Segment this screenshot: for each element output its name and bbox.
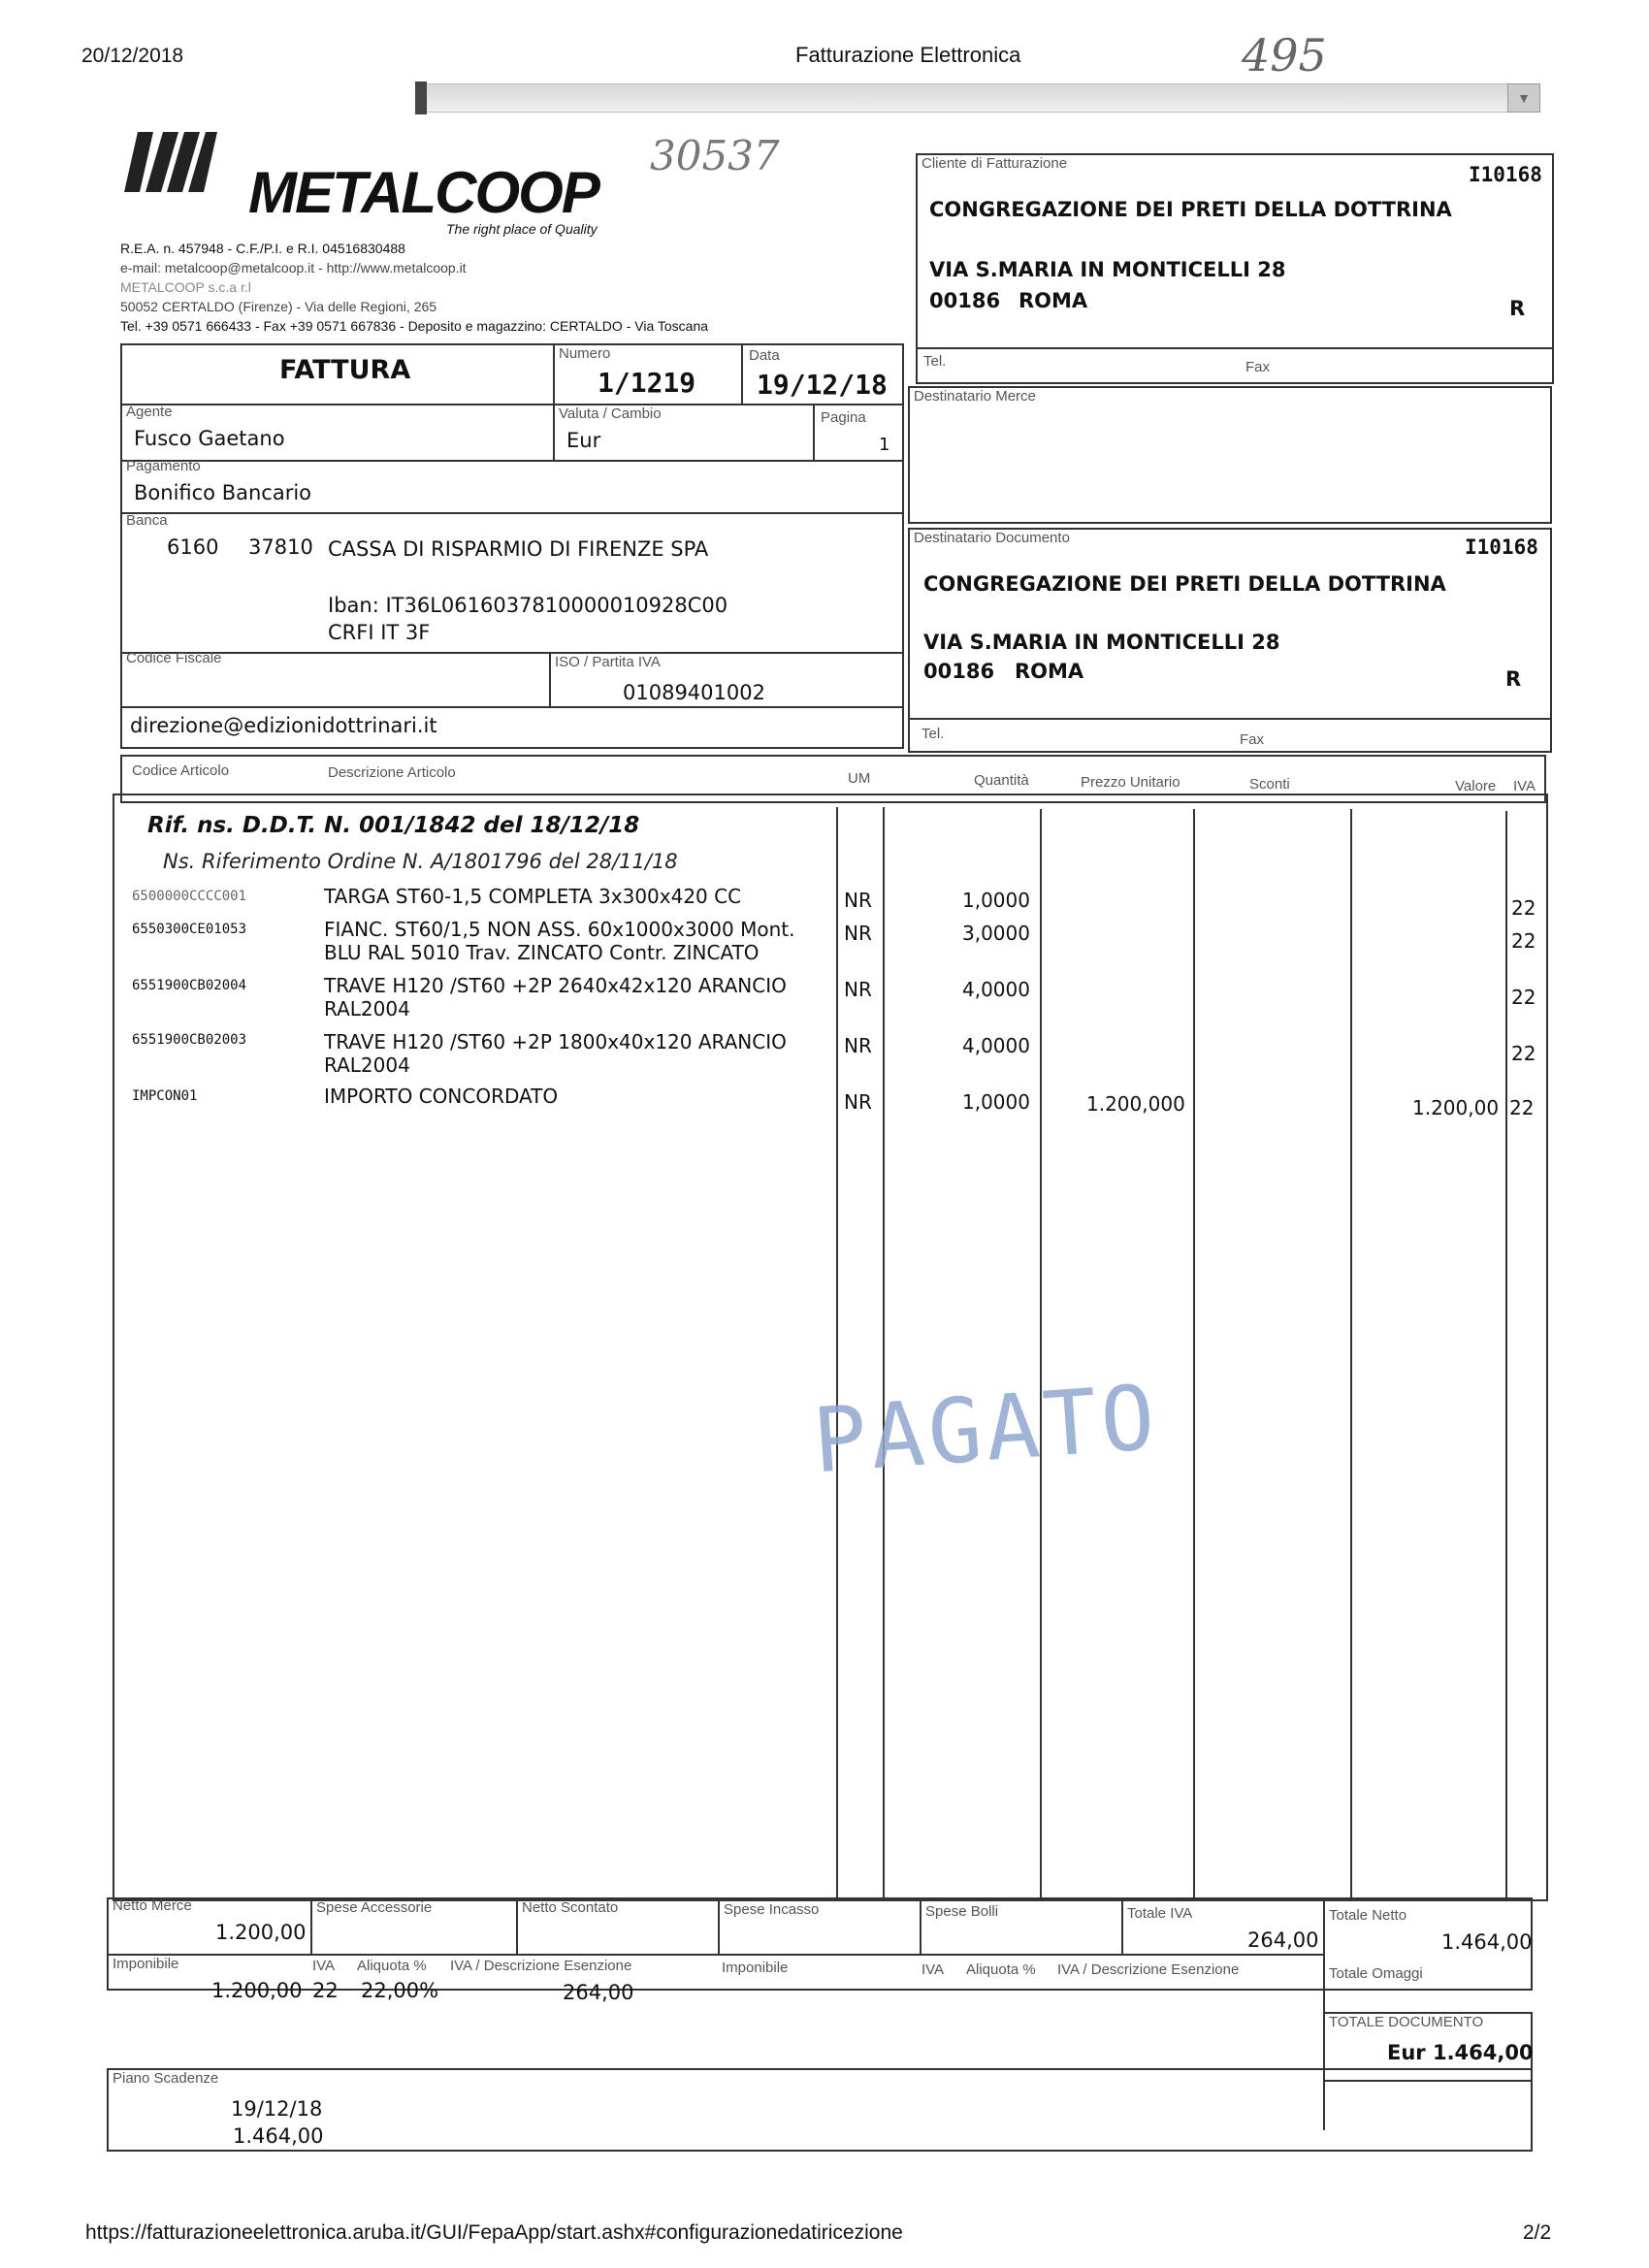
col-divider-5: [1350, 809, 1352, 1901]
pagina-value: 1: [879, 435, 890, 455]
col-divider-1: [836, 807, 838, 1901]
agente-divider-2: [813, 405, 815, 462]
tot-div-1: [310, 1897, 312, 1956]
netto-merce-label: Netto Merce: [113, 1897, 192, 1914]
footer-page: 2/2: [1523, 2221, 1552, 2244]
col-divider-6: [1505, 811, 1507, 1901]
piva-label: ISO / Partita IVA: [555, 654, 661, 670]
item-iva: 22: [1511, 896, 1536, 920]
dest-doc-tel-label: Tel.: [922, 726, 945, 742]
email-value: direzione@edizionidottrinari.it: [130, 714, 437, 737]
item-code: 6500000CCCC001: [132, 889, 247, 904]
cliente-cap: 00186: [929, 289, 1001, 312]
dest-doc-name: CONGREGAZIONE DEI PRETI DELLA DOTTRINA: [923, 572, 1446, 596]
item-qty: 1,0000: [962, 889, 1030, 912]
cliente-fax-label: Fax: [1245, 359, 1271, 375]
metalcoop-logo-mark: [124, 132, 217, 192]
col-divider-4: [1193, 809, 1195, 1901]
item-iva: 22: [1511, 1042, 1536, 1065]
iva2-label: IVA: [922, 1961, 945, 1978]
agente-divider-1: [553, 404, 555, 462]
agente-value: Fusco Gaetano: [134, 427, 285, 450]
numero-value: 1/1219: [598, 367, 696, 399]
dest-doc-address: VIA S.MARIA IN MONTICELLI 28: [923, 631, 1280, 654]
pagato-stamp: PAGATO: [809, 1365, 1162, 1494]
item-iva: 22: [1509, 1096, 1535, 1119]
item-qty: 3,0000: [962, 922, 1030, 945]
fattura-divider-1: [553, 343, 555, 405]
tot-div-5: [1121, 1897, 1123, 1956]
pagamento-value: Bonifico Bancario: [134, 481, 312, 504]
cliente-tel-label: Tel.: [923, 353, 947, 370]
iva-desc2-label: IVA / Descrizione Esenzione: [1057, 1961, 1240, 1978]
company-line-1: R.E.A. n. 457948 - C.F./P.I. e R.I. 04516830488: [120, 241, 405, 256]
metalcoop-logo-text: METALCOOP: [248, 160, 598, 225]
data-label: Data: [749, 347, 780, 364]
col-divider-3: [1040, 809, 1042, 1901]
imponibile2-label: Imponibile: [722, 1960, 789, 1976]
company-line-3: METALCOOP s.c.a r.l: [120, 279, 251, 295]
item-desc-2: BLU RAL 5010 Trav. ZINCATO Contr. ZINCATO: [324, 941, 760, 964]
company-line-4: 50052 CERTALDO (Firenze) - Via delle Regioni, 265: [120, 299, 437, 314]
dest-doc-prov: R: [1505, 667, 1522, 691]
data-value: 19/12/18: [757, 369, 888, 401]
th-descrizione: Descrizione Articolo: [328, 764, 456, 781]
banca-nome: CASSA DI RISPARMIO DI FIRENZE SPA: [328, 537, 709, 561]
item-um: NR: [844, 889, 872, 912]
totale-documento-value: Eur 1.464,00: [1387, 2041, 1534, 2064]
pagina-label: Pagina: [821, 409, 866, 426]
banca-bic: CRFI IT 3F: [328, 621, 431, 644]
item-um: NR: [844, 1034, 872, 1057]
iva-desc-label: IVA / Descrizione Esenzione: [450, 1958, 632, 1974]
print-date: 20/12/2018: [81, 45, 184, 67]
banca-iban: Iban: IT36L0616037810000010928C00: [328, 594, 728, 617]
th-iva: IVA: [1513, 778, 1536, 794]
handwritten-number: 30537: [650, 132, 780, 179]
agente-label: Agente: [126, 404, 173, 420]
th-quantita: Quantità: [974, 772, 1029, 789]
item-iva: 22: [1511, 986, 1536, 1009]
ordine-reference: Ns. Riferimento Ordine N. A/1801796 del 28/11/18: [163, 850, 678, 873]
banca-abi: 6160: [167, 535, 219, 559]
item-um: NR: [844, 922, 872, 945]
handwritten-top-number: 495: [1242, 29, 1327, 81]
totale-documento-label: TOTALE DOCUMENTO: [1329, 2014, 1484, 2030]
tot-div-3: [718, 1897, 720, 1956]
cliente-label: Cliente di Fatturazione: [922, 155, 1068, 172]
pagamento-label: Pagamento: [126, 458, 201, 474]
numero-label: Numero: [559, 345, 611, 362]
footer-url[interactable]: https://fatturazioneelettronica.aruba.it/GUI/FepaApp/start.ashx#configurazionedatiricezione: [85, 2221, 903, 2244]
dest-doc-cap: 00186: [923, 660, 995, 683]
item-desc: FIANC. ST60/1,5 NON ASS. 60x1000x3000 Mont.: [324, 918, 795, 941]
print-title: Fatturazione Elettronica: [795, 43, 1021, 67]
totale-iva-value: 264,00: [1247, 1928, 1319, 1952]
cliente-city: ROMA: [1018, 289, 1088, 312]
th-sconti: Sconti: [1249, 776, 1290, 793]
th-prezzo: Prezzo Unitario: [1081, 774, 1180, 791]
totale-iva-label: Totale IVA: [1127, 1905, 1193, 1922]
tot-div-4: [920, 1897, 922, 1956]
cliente-divider: [916, 347, 1554, 349]
item-price: 1.200,000: [1086, 1092, 1185, 1116]
dest-merce-box: [908, 386, 1552, 524]
scroll-bar: [415, 83, 1540, 113]
valuta-value: Eur: [566, 429, 601, 452]
item-desc: IMPORTO CONCORDATO: [324, 1085, 559, 1108]
spese-bolli-label: Spese Bolli: [925, 1903, 999, 1920]
item-qty: 4,0000: [962, 978, 1030, 1001]
iva-label: IVA: [312, 1958, 336, 1974]
cliente-address: VIA S.MARIA IN MONTICELLI 28: [929, 258, 1286, 281]
item-code: IMPCON01: [132, 1088, 198, 1104]
item-desc: TRAVE H120 /ST60 +2P 2640x42x120 ARANCIO: [324, 974, 787, 997]
item-code: 6550300CE01053: [132, 922, 247, 937]
item-desc: TARGA ST60-1,5 COMPLETA 3x300x420 CC: [324, 885, 742, 908]
item-qty: 1,0000: [962, 1090, 1030, 1114]
item-value: 1.200,00: [1412, 1096, 1500, 1119]
scadenze-label: Piano Scadenze: [113, 2070, 219, 2087]
dest-doc-code: I10168: [1465, 535, 1538, 559]
scadenze-date: 19/12/18: [231, 2097, 323, 2121]
th-codice: Codice Articolo: [132, 762, 230, 779]
item-desc: TRAVE H120 /ST60 +2P 1800x40x120 ARANCIO: [324, 1030, 787, 1053]
spese-incasso-label: Spese Incasso: [724, 1901, 820, 1918]
item-iva: 22: [1511, 929, 1536, 953]
netto-merce-value: 1.200,00: [215, 1921, 307, 1944]
company-line-2: e-mail: metalcoop@metalcoop.it - http://www.metalcoop.it: [120, 260, 467, 275]
aliquota2-label: Aliquota %: [966, 1961, 1036, 1978]
totale-netto-value: 1.464,00: [1441, 1930, 1533, 1954]
chevron-down-icon: ▼: [1517, 90, 1531, 106]
banca-label: Banca: [126, 512, 168, 529]
ddt-reference: Rif. ns. D.D.T. N. 001/1842 del 18/12/18: [147, 813, 640, 838]
netto-scontato-label: Netto Scontato: [522, 1899, 619, 1916]
cf-box: [120, 652, 904, 708]
banca-cab: 37810: [248, 535, 313, 559]
item-code: 6551900CB02003: [132, 1032, 247, 1048]
scroll-thumb: [415, 81, 427, 114]
th-valore: Valore: [1455, 778, 1497, 794]
iva-amount-value: 264,00: [563, 1981, 634, 2004]
dest-doc-fax-label: Fax: [1240, 731, 1265, 748]
spese-accessorie-label: Spese Accessorie: [316, 1899, 433, 1916]
dest-merce-label: Destinatario Merce: [914, 388, 1036, 405]
dest-doc-divider: [908, 718, 1552, 720]
scroll-down-button[interactable]: [1507, 83, 1540, 113]
cf-label: Codice Fiscale: [126, 650, 222, 666]
aliquota-label: Aliquota %: [357, 1958, 427, 1974]
item-desc-2: RAL2004: [324, 1053, 410, 1077]
col-divider-2: [883, 807, 885, 1901]
valuta-label: Valuta / Cambio: [559, 405, 662, 422]
item-qty: 4,0000: [962, 1034, 1030, 1057]
dest-doc-label: Destinatario Documento: [914, 530, 1070, 546]
imponibile-value: 1.200,00: [211, 1979, 303, 2002]
item-desc-2: RAL2004: [324, 997, 410, 1021]
cliente-code: I10168: [1469, 163, 1542, 186]
aliquota-value: 22,00%: [361, 1979, 439, 2002]
iva-code-value: 22: [312, 1979, 339, 2002]
item-um: NR: [844, 978, 872, 1001]
doc-type: FATTURA: [279, 355, 411, 385]
banca-box: [120, 512, 904, 654]
cliente-name: CONGREGAZIONE DEI PRETI DELLA DOTTRINA: [929, 198, 1452, 221]
imponibile-label: Imponibile: [113, 1956, 179, 1972]
th-um: UM: [848, 770, 871, 787]
tot-div-2: [516, 1897, 518, 1956]
piva-value: 01089401002: [623, 681, 765, 704]
cf-divider: [549, 652, 551, 708]
totale-netto-label: Totale Netto: [1329, 1907, 1407, 1924]
tot-hdiv: [107, 1954, 1325, 1956]
fattura-divider-2: [741, 343, 743, 405]
dest-doc-city: ROMA: [1015, 660, 1084, 683]
item-code: 6551900CB02004: [132, 978, 247, 993]
cliente-prov: R: [1509, 297, 1526, 320]
totale-omaggi-label: Totale Omaggi: [1329, 1965, 1423, 1982]
company-line-5: Tel. +39 0571 666433 - Fax +39 0571 667836 - Deposito e magazzino: CERTALDO - Via Toscana: [120, 318, 709, 334]
item-um: NR: [844, 1090, 872, 1114]
company-tagline: The right place of Quality: [446, 221, 598, 237]
scadenze-amount: 1.464,00: [233, 2124, 324, 2148]
